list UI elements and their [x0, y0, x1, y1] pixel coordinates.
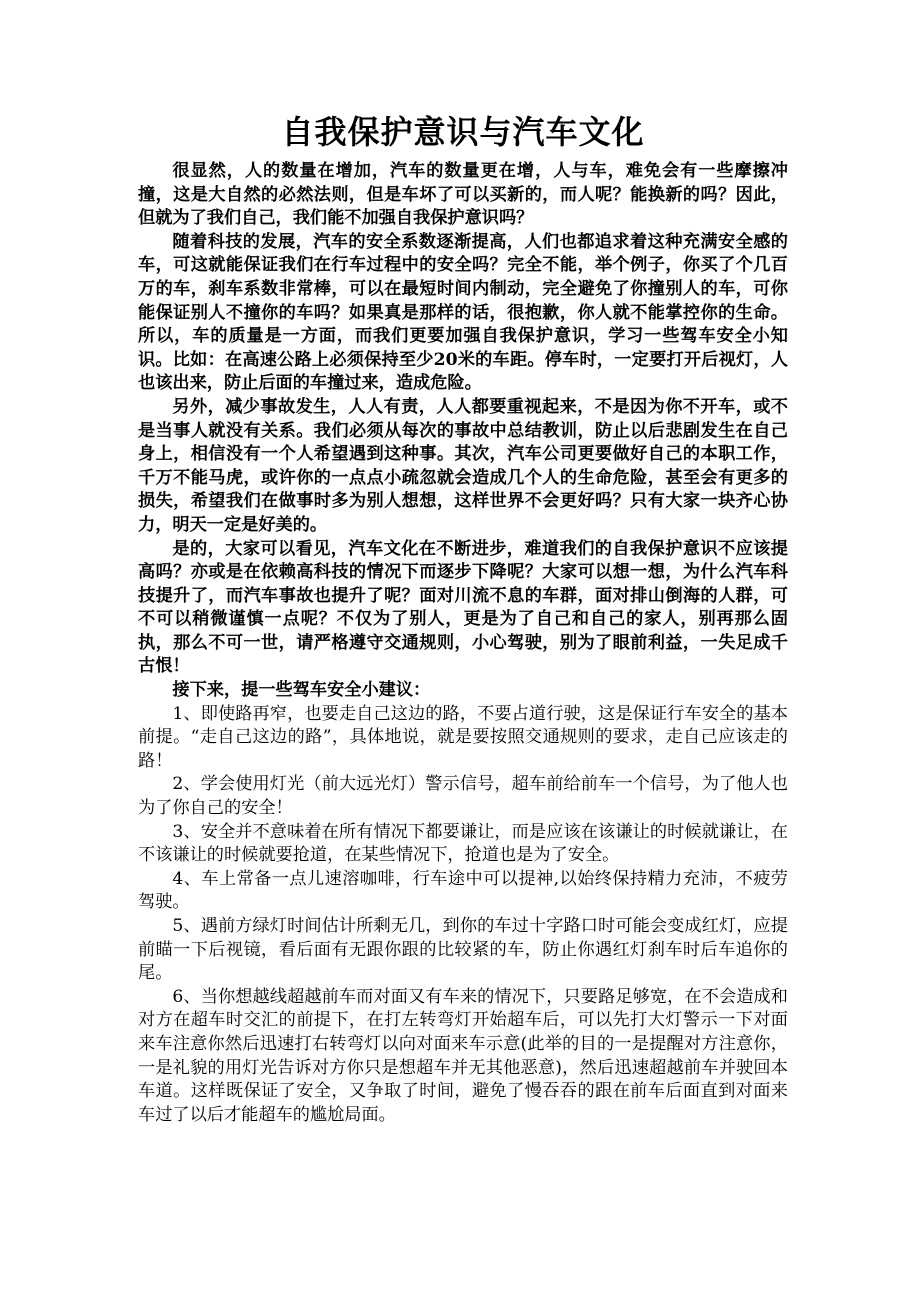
suggestion-item-4: 4、车上常备一点儿速溶咖啡，行车途中可以提神,以始终保持精力充沛，不疲劳驾驶。 [138, 868, 788, 913]
paragraph-suggestions-intro: 接下来，提一些驾车安全小建议： [172, 680, 431, 701]
suggestion-item-2: 2、学会使用灯光（前大远光灯）警示信号，超车前给前车一个信号，为了他人也为了你自己的安全！ [138, 774, 788, 819]
paragraph-reflection: 是的，大家可以看见，汽车文化在不断进步，难道我们的自我保护意识不应该提高吗？亦或是在依赖高科技的情况下而逐步下降呢？大家可以想一想，为什么汽车科技提升了，而汽车事故也提升了呢？面对川流不息的车群，面对排山倒海的人群，可不可以稍微谨慎一点呢？不仅为了别人，更是为了自己和自己的家人，别再那么固执，那么不可一世，请严格遵守交通规则，小心驾驶，别为了眼前利益，一失足成千古恨！ [138, 538, 788, 677]
suggestion-item-1: 1、即使路再窄，也要走自己这边的路，不要占道行驶，这是保证行车安全的基本前提。“走自己这边的路”，具体地说，就是要按照交通规则的要求，走自己应该走的路！ [138, 703, 788, 771]
paragraph-technology: 随着科技的发展，汽车的安全系数逐渐提高，人们也都追求着这种充满安全感的车，可这就能保证我们在行车过程中的安全吗？完全不能，举个例子，你买了个几百万的车，刹车系数非常棒，可以在最短时间内制动，完全避免了你撞别人的车，可你能保证别人不撞你的车吗？如果真是那样的话，很抱歉，你人就不能掌控你的生命。所以，车的质量是一方面，而我们更要加强自我保护意识，学习一些驾车安全小知识。比如：在高速公路上必须保持至少20米的车距。停车时，一定要打开后视灯，人也该出来，防止后面的车撞过来，造成危险。 [138, 231, 788, 394]
paragraph-intro: 很显然，人的数量在增加，汽车的数量更在增，人与车，难免会有一些摩擦冲撞，这是大自然的必然法则，但是车坏了可以买新的，而人呢？能换新的吗？因此，但就为了我们自己，我们能不加强自我保护意识吗？ [138, 161, 788, 229]
document-title: 自我保护意识与汽车文化 [281, 113, 645, 151]
paragraph-responsibility: 另外，减少事故发生，人人有责，人人都要重视起来，不是因为你不开车，或不是当事人就没有关系。我们必须从每次的事故中总结教训，防止以后悲剧发生在自己身上，相信没有一个人希望遇到这种事。其次，汽车公司更要做好自己的本职工作，千万不能马虎，或许你的一点点小疏忽就会造成几个人的生命危险，甚至会有更多的损失，希望我们在做事时多为别人想想，这样世界不会更好吗？只有大家一块齐心协力，明天一定是好美的。 [138, 396, 788, 535]
suggestion-item-6: 6、当你想越线超越前车而对面又有车来的情况下，只要路足够宽，在不会造成和对方在超车时交汇的前提下，在打左转弯灯开始超车后，可以先打大灯警示一下对面来车注意你然后迅速打右转弯灯以向对面来车示意(此举的目的一是提醒对方注意你，一是礼貌的用灯光告诉对方你只是想超车并无其他恶意)，然后迅速超越前车并驶回本车道。这样既保证了安全，又争取了时间，避免了慢吞吞的跟在前车后面直到对面来车过了以后才能超车的尴尬局面。 [138, 986, 788, 1125]
suggestion-item-5: 5、遇前方绿灯时间估计所剩无几，到你的车过十字路口时可能会变成红灯，应提前瞄一下后视镜，看后面有无跟你跟的比较紧的车，防止你遇红灯刹车时后车追你的尾。 [138, 916, 788, 984]
document-body [138, 160, 788, 1127]
suggestion-item-3: 3、安全并不意味着在所有情况下都要谦让，而是应该在该谦让的时候就谦让，在不该谦让的时候就要抢道，在某些情况下，抢道也是为了安全。 [138, 821, 788, 866]
